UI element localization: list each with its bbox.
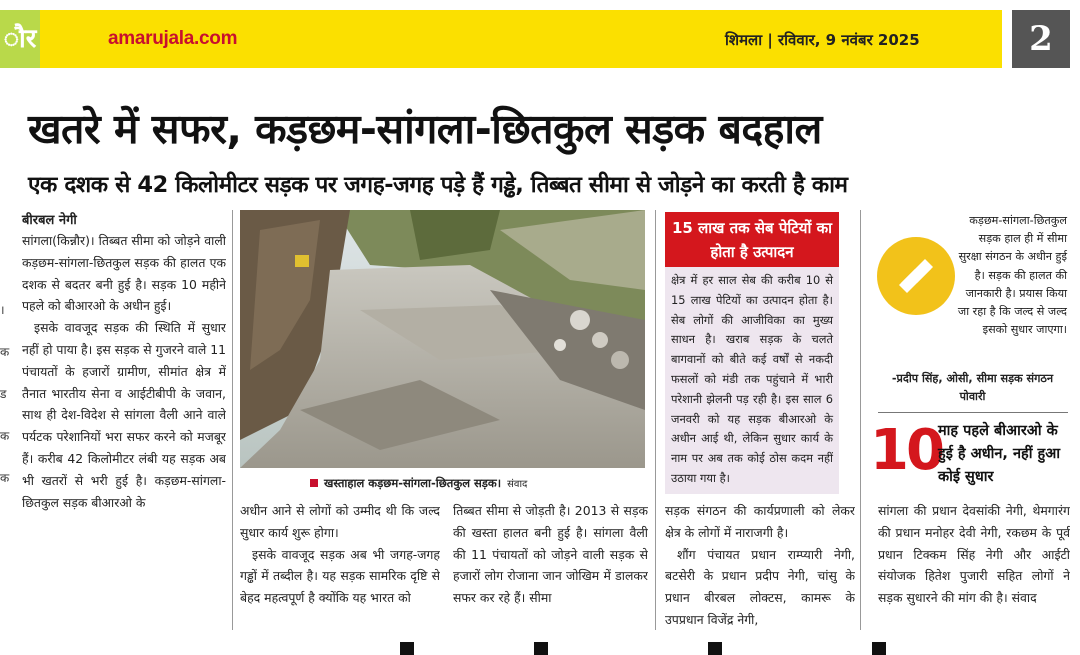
article-column-1 bbox=[22, 230, 226, 630]
dateline: शिमला | रविवार, 9 नवंबर 2025 bbox=[725, 31, 920, 49]
body-paragraph: इसके वावजूद सड़क अब भी जगह-जगह गड्ढों में तब्दील है। यह सड़क सामरिक दृष्टि से बेहद महत्वपूर्ण है क्योंकि यह भारत को bbox=[240, 546, 440, 606]
section-tab: ौर bbox=[0, 10, 40, 68]
body-paragraph: इसके वावजूद सड़क की स्थिति में सुधार नहीं हो पाया है। इस सड़क से गुजरने वाले 11 पंचायतों के हजारों ग्रामीण, सीमांत क्षेत्र में तैनात भारतीय सेना व आईटीबीपी के जवान, साथ ही देश-विदेश से सांगला वैली आने वाले पर्यटक परेशानियों भरा सफर करने को मजबूर हैं। करीब 42 किलोमीटर लंबी यह सड़क अब भी खतरों से भरी हुई है। कड़छम-सांगला-छितकुल सड़क बीआरओ के bbox=[22, 320, 226, 510]
article-column-4 bbox=[665, 500, 855, 632]
road-photo-illustration bbox=[240, 210, 645, 468]
factbox-text: माह पहले बीआरओ के हुई है अधीन, नहीं हुआ कोई सुधार bbox=[938, 423, 1061, 485]
caption-text: खस्ताहाल कड़छम-सांगला-छितकुल सड़क। bbox=[324, 476, 502, 490]
page-number: 2 bbox=[1012, 10, 1070, 68]
body-paragraph: तिब्बत सीमा से जोड़ती है। 2013 से सड़क की खस्ता हालत बनी हुई है। सांगला वैली की 11 पंचायतों को जोड़ने वाली सड़क से हजारों लोग रोजाना जान जोखिम में डालकर सफर कर रहे हैं। सीमा bbox=[453, 503, 648, 606]
quote-signature: -प्रदीप सिंह, ओसी, सीमा सड़क संगठन पोवारी bbox=[891, 372, 1054, 403]
photo-credit: संवाद bbox=[507, 479, 528, 490]
next-article-fragment bbox=[400, 642, 1060, 655]
photo-caption bbox=[240, 470, 645, 496]
official-quote: कड़छम-सांगला-छितकुल सड़क हाल ही में सीमा सुरक्षा संगठन के अधीन हुई है। सड़क की हालत की जानकारी है। प्रयास किया जा रहा है कि जल्द से जल्द इसको सुधार जाएगा। bbox=[957, 214, 1067, 337]
caption-marker bbox=[310, 479, 318, 487]
dateline-paragraph: सांगला(किन्नौर)। तिब्बत सीमा को जोड़ने वाली कड़छम-सांगला-छितकुल सड़क की हालत एक दशक से बदतर बनी हुई है। सड़क 10 महीने पहले को बीआरओ के अधीन हुई। bbox=[22, 233, 226, 314]
site-logo[interactable]: amarujala.com bbox=[108, 28, 238, 49]
column-rule bbox=[655, 210, 656, 630]
body-paragraph: सड़क संगठन की कार्यप्रणाली को लेकर क्षेत्र के लोगों में नाराजगी है। bbox=[665, 503, 855, 540]
sidebar-box-body: क्षेत्र में हर साल सेब की करीब 10 से 15 लाख पेटियों का उत्पादन होता है। सेब लोगों की आजीविका का मुख्य साधन है। खराब सड़क के चलते बागवानों को बीते कई वर्षों से नकदी फसलों को मंडी तक पहुंचाने में भारी परेशानी झेलनी पड़ रही है। इस साल 6 जनवरी को यह सड़क बीआरओ के अधीन आई थी, लेकिन सुधार कार्य के नाम पर अब तक कोई ठोस कदम नहीं उठाया गया है। bbox=[665, 267, 839, 494]
factbox-number: 10 bbox=[870, 418, 942, 483]
article-column-5 bbox=[878, 500, 1070, 632]
article-column-3 bbox=[453, 500, 648, 632]
sidebar-box-heading: 15 लाख तक सेब पेटियों का होता है उत्पादन bbox=[665, 212, 839, 267]
article-column-2 bbox=[240, 500, 440, 632]
divider bbox=[878, 412, 1068, 413]
column-rule bbox=[860, 210, 861, 630]
body-paragraph: सांगला की प्रधान देवसांकी नेगी, थेमगारंग की प्रधान मनोहर देवी नेगी, रकछम के पूर्व प्रधान टिक्कम सिंह नेगी और आईटी संयोजक हितेश पुजारी सहित लोगों ने सड़क सुधारने की मांग की है। संवाद bbox=[878, 503, 1070, 606]
body-paragraph: शौंग पंचायत प्रधान राम्प्यारी नेगी, बटसेरी के प्रधान प्रदीप नेगी, चांसु के प्रधान बीरबल लोक्टस, कामरू के उपप्रधान विजेंद्र नेगी, bbox=[665, 546, 855, 627]
road-photo bbox=[240, 210, 645, 468]
byline: बीरबल नेगी bbox=[22, 213, 77, 228]
column-rule bbox=[232, 210, 233, 630]
headline: खतरे में सफर, कड़छम-सांगला-छितकुल सड़क बदहाल bbox=[28, 105, 822, 153]
body-paragraph: अधीन आने से लोगों को उम्मीद थी कि जल्द सुधार कार्य शुरू होगा। bbox=[240, 503, 440, 540]
subheadline: एक दशक से 42 किलोमीटर सड़क पर जगह-जगह पड़े हैं गड्ढे, तिब्बत सीमा से जोड़ने का करती है काम bbox=[28, 172, 848, 198]
previous-column-fragment: । क ड क क bbox=[0, 303, 10, 485]
